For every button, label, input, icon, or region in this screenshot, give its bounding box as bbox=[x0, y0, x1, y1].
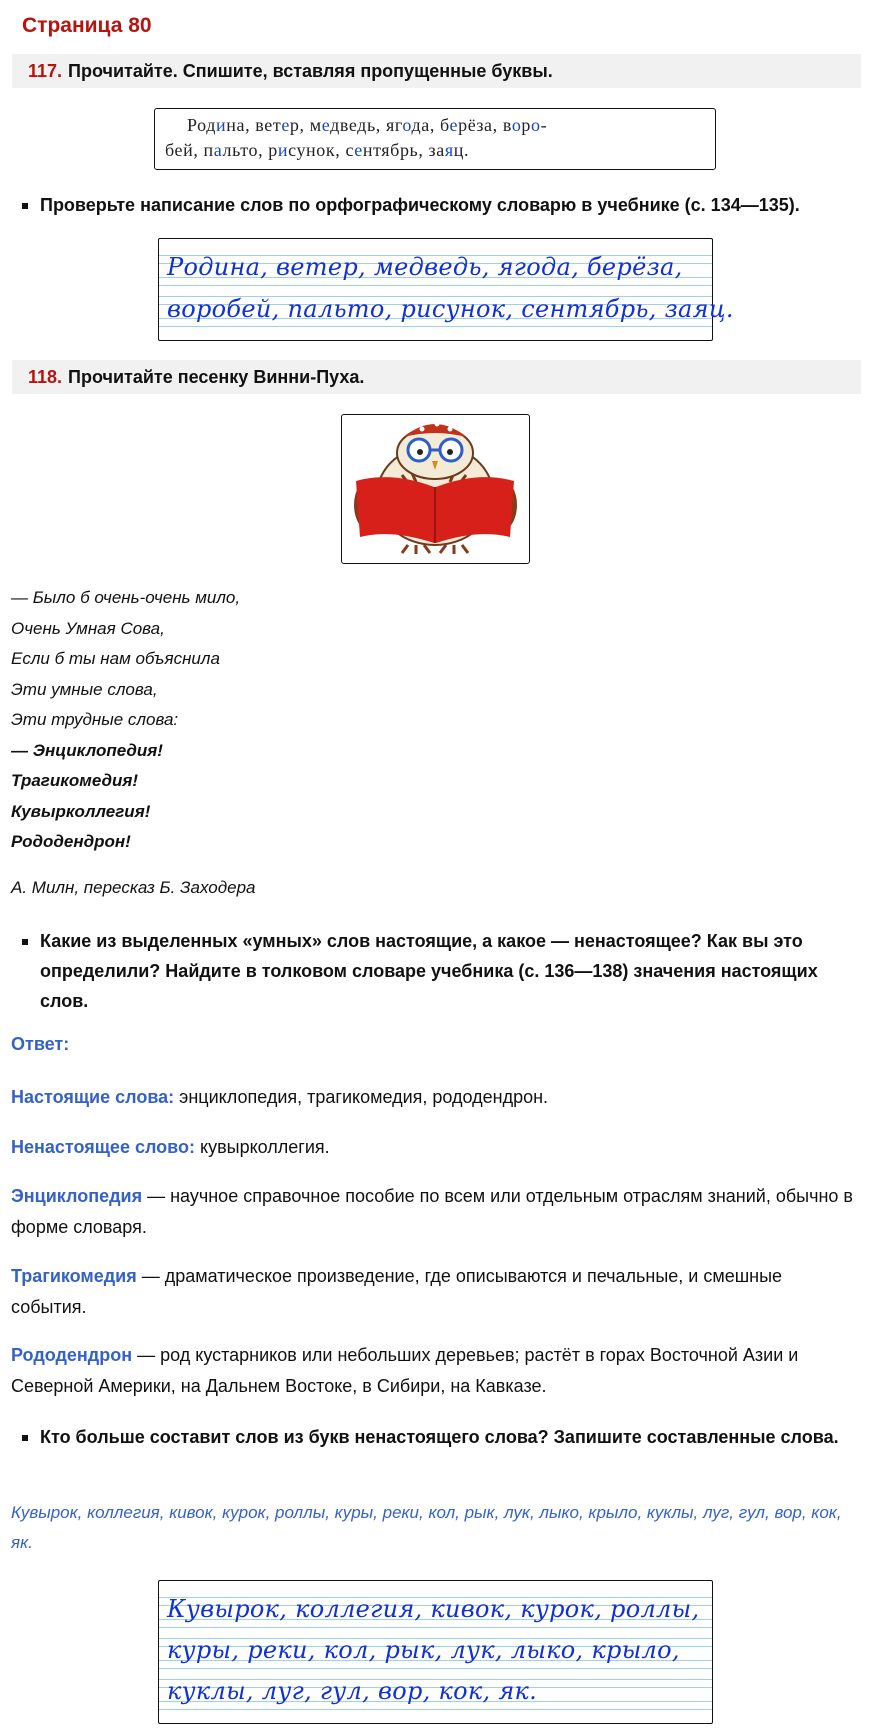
inserted-letter: е bbox=[354, 140, 363, 160]
poem-line: Очень Умная Сова, bbox=[11, 618, 165, 638]
handwriting-line: Родина, ветер, медведь, ягода, берёза, bbox=[167, 253, 683, 281]
text-part: сунок, с bbox=[288, 140, 355, 160]
poem-line-bold: Рододендрон! bbox=[11, 832, 131, 851]
inserted-letter: е bbox=[281, 115, 290, 135]
poem-line: Если б ты нам объяснила bbox=[11, 649, 220, 668]
inserted-letter: я bbox=[444, 140, 454, 160]
poem-line: Эти трудные слова: bbox=[11, 710, 179, 729]
text-part: р bbox=[521, 115, 532, 135]
text-part: на, вет bbox=[226, 115, 282, 135]
inserted-letter: о bbox=[511, 115, 522, 135]
definition-encyclopedia bbox=[11, 1181, 861, 1243]
definition-text: — научное справочное пособие по всем или отдельным отраслям знаний, обычно в форме словаря. bbox=[11, 1186, 853, 1237]
owl-reading-book-image bbox=[341, 414, 530, 564]
inserted-letter: е bbox=[449, 115, 459, 135]
poem bbox=[11, 583, 531, 858]
fake-word-label: Ненастоящее слово: bbox=[11, 1137, 195, 1157]
page-title: Страница 80 bbox=[22, 14, 152, 37]
definition-term: Энциклопедия bbox=[11, 1186, 143, 1206]
inserted-letter: е bbox=[321, 115, 331, 135]
task-117-exercise-box bbox=[154, 108, 716, 170]
poem-line-bold: Кувырколлегия! bbox=[11, 801, 151, 821]
poem-line: Эти умные слова, bbox=[11, 679, 158, 699]
poem-line-bold: Трагикомедия! bbox=[11, 771, 139, 790]
text-part: да, б bbox=[411, 115, 450, 135]
exercise-line-1 bbox=[165, 113, 707, 138]
made-words-list: Кувырок, коллегия, кивок, курок, роллы, куры, реки, кол, рык, лук, лыко, крыло, куклы, луг, гул, вор, кок, як. bbox=[11, 1503, 842, 1552]
definition-tragicomedy bbox=[11, 1261, 861, 1323]
definition-term: Трагикомедия bbox=[11, 1266, 137, 1286]
real-words-paragraph bbox=[11, 1082, 861, 1113]
task-117-text: Прочитайте. Спишите, вставляя пропущенные буквы. bbox=[68, 61, 553, 81]
task-117-handwriting-box bbox=[158, 238, 734, 341]
fake-word-text: кувырколлегия. bbox=[194, 1137, 330, 1157]
text-part: ц. bbox=[453, 140, 470, 160]
answer-label: Ответ: bbox=[11, 1034, 70, 1054]
fake-word-paragraph bbox=[11, 1132, 861, 1163]
task-118-header bbox=[12, 360, 861, 394]
handwriting-line: воробей, пальто, рисунок, сентябрь, заяц. bbox=[167, 295, 734, 323]
poem-line-bold: — Энциклопедия! bbox=[11, 740, 163, 760]
real-words-label: Настоящие слова: bbox=[11, 1087, 175, 1107]
definition-text: — род кустарников или небольших деревьев; растёт в горах Восточной Азии и Северной Америки, на Дальнем Востоке, в Сибири, на Кавказе. bbox=[11, 1345, 799, 1396]
text-part: дведь, яг bbox=[330, 115, 403, 135]
handwriting-line: куклы, луг, гул, вор, кок, як. bbox=[167, 1677, 538, 1705]
handwriting-line: Кувырок, коллегия, кивок, курок, роллы, bbox=[167, 1595, 700, 1623]
inserted-letter: а bbox=[213, 140, 223, 160]
task-117-bullet: Проверьте написание слов по орфографическому словарю в учебнике (с. 134—135). bbox=[20, 190, 860, 220]
inserted-letter: о bbox=[402, 115, 412, 135]
task-117-number: 117. bbox=[28, 61, 63, 81]
exercise-line-2 bbox=[165, 138, 707, 163]
text-part: р, м bbox=[289, 115, 322, 135]
text-part: - bbox=[540, 115, 548, 135]
text-part: нтябрь, за bbox=[362, 140, 445, 160]
task-118-bullet-2: Кто больше составит слов из букв ненастоящего слова? Запишите составленные слова. bbox=[20, 1422, 860, 1452]
inserted-letter: и bbox=[216, 115, 227, 135]
task-117-header bbox=[12, 54, 861, 88]
owl-illustration bbox=[342, 415, 529, 563]
task-118-text: Прочитайте песенку Винни-Пуха. bbox=[68, 367, 365, 387]
poem-line: — Было б очень-очень мило, bbox=[11, 588, 241, 607]
text-part: рёза, в bbox=[458, 115, 512, 135]
inserted-letter: о bbox=[531, 115, 541, 135]
task-118-number: 118. bbox=[28, 367, 63, 387]
text-part: бей, п bbox=[165, 140, 214, 160]
inserted-letter: и bbox=[277, 140, 289, 160]
task-118-bullet-1: Какие из выделенных «умных» слов настоящие, а какое — ненастоящее? Как вы это определили? Найдите в толковом словаре учебника (с. 136—138) значения настоящих слов. bbox=[20, 926, 860, 1016]
text-part: Род bbox=[187, 115, 217, 135]
definition-text: — драматическое произведение, где описываются и печальные, и смешные события. bbox=[11, 1266, 783, 1317]
task-118-handwriting-box bbox=[158, 1580, 713, 1724]
handwriting-line: куры, реки, кол, рык, лук, лыко, крыло, bbox=[167, 1636, 680, 1664]
real-words-text: энциклопедия, трагикомедия, рододендрон. bbox=[174, 1087, 549, 1107]
definition-term: Рододендрон bbox=[11, 1345, 133, 1365]
text-part: льто, р bbox=[222, 140, 278, 160]
definition-rhododendron bbox=[11, 1340, 861, 1402]
poem-author: А. Милн, пересказ Б. Заходера bbox=[11, 878, 256, 897]
